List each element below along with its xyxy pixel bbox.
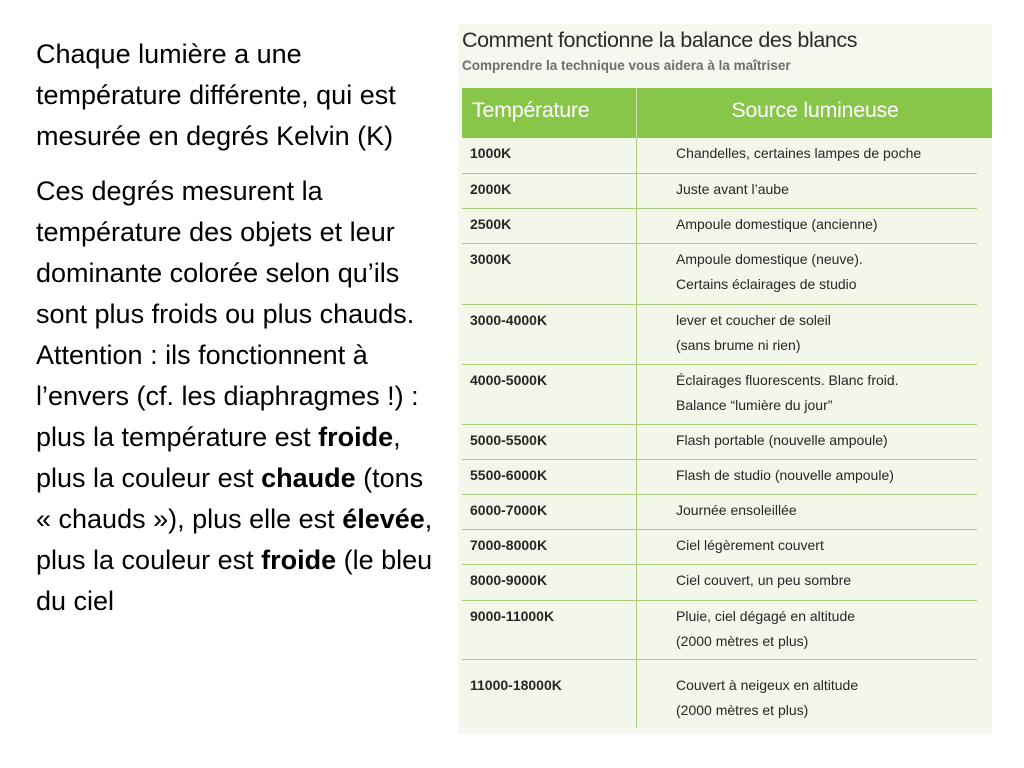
source-line-2: (2000 mètres et plus)	[676, 633, 809, 649]
explanation-part-5: (le bleu du ciel	[36, 545, 433, 616]
source-cell	[676, 247, 863, 297]
source-cell	[676, 368, 899, 418]
source-cell	[676, 568, 851, 593]
source-line-2: Certains éclairages de studio	[676, 276, 857, 292]
header-divider	[636, 88, 637, 138]
explanation-part-3: (tons « chauds »), plus elle est	[36, 463, 424, 534]
body-text	[36, 34, 436, 622]
intro-paragraph: Chaque lumière a une température différente, qui est mesurée en degrés Kelvin (K)	[36, 39, 396, 151]
explanation-part-4: , plus la couleur est	[36, 504, 433, 575]
source-line-1: Flash de studio (nouvelle ampoule)	[676, 467, 894, 483]
header-source: Source lumineuse	[731, 98, 899, 122]
source-line-1: Pluie, ciel dégagé en altitude	[676, 608, 856, 624]
temp-cell: 9000-11000K	[470, 608, 555, 624]
emphasis-froide-2: froide	[261, 545, 337, 575]
source-line-1: Ciel couvert, un peu sombre	[676, 572, 852, 588]
table-row	[462, 565, 977, 601]
table-row	[462, 305, 977, 365]
explanation-paragraph	[36, 171, 436, 622]
emphasis-chaude: chaude	[261, 463, 356, 493]
source-cell	[676, 141, 921, 166]
source-line-1: Éclairages fluorescents. Blanc froid.	[676, 372, 899, 388]
table-header	[462, 88, 992, 138]
table-row	[462, 209, 977, 244]
temp-cell: 3000K	[470, 251, 512, 267]
figure-subtitle: Comprendre la technique vous aidera à la maîtriser	[462, 58, 791, 73]
table-row	[462, 495, 977, 530]
source-line-1: Journée ensoleillée	[676, 502, 797, 518]
source-cell	[676, 498, 797, 523]
temp-cell: 1000K	[470, 145, 512, 161]
source-line-2: (sans brume ni rien)	[676, 337, 801, 353]
source-line-1: Ciel légèrement couvert	[676, 537, 824, 553]
emphasis-froide-1: froide	[318, 422, 394, 452]
source-cell	[676, 177, 789, 202]
source-line-1: Chandelles, certaines lampes de poche	[676, 145, 922, 161]
source-cell	[676, 673, 858, 723]
temp-cell: 2000K	[470, 181, 512, 197]
temp-cell: 4000-5000K	[470, 372, 548, 388]
temp-cell: 3000-4000K	[470, 312, 548, 328]
temperature-table	[462, 88, 992, 728]
figure-title: Comment fonctionne la balance des blancs	[462, 28, 858, 52]
source-line-1: Couvert à neigeux en altitude	[676, 677, 859, 693]
source-line-1: Ampoule domestique (ancienne)	[676, 216, 878, 232]
source-line-1: Flash portable (nouvelle ampoule)	[676, 432, 888, 448]
source-cell	[676, 604, 855, 654]
source-cell	[676, 212, 878, 237]
explanation-part-1: Ces degrés mesurent la température des objets et leur dominante colorée selon qu’ils sont plus froids ou plus chauds. Attention : ils fonctionnent à l’envers (cf. les diaphragmes !) : plus la température est	[36, 176, 419, 452]
source-cell	[676, 533, 824, 558]
source-cell	[676, 428, 888, 453]
source-line-1: Ampoule domestique (neuve).	[676, 251, 863, 267]
source-cell	[676, 308, 831, 358]
source-line-1: lever et coucher de soleil	[676, 312, 831, 328]
temp-cell: 2500K	[470, 216, 512, 232]
temp-cell: 7000-8000K	[470, 537, 548, 553]
temp-cell: 6000-7000K	[470, 502, 548, 518]
table-row	[462, 425, 977, 460]
source-cell	[676, 463, 894, 488]
table-row	[462, 244, 977, 305]
table-row	[462, 601, 977, 660]
temp-cell: 5000-5500K	[470, 432, 548, 448]
table-row	[462, 530, 977, 565]
source-line-2: Balance “lumière du jour”	[676, 397, 833, 413]
table-row	[462, 660, 977, 728]
explanation-part-2: , plus la couleur est	[36, 422, 401, 493]
temp-cell: 11000-18000K	[470, 677, 562, 693]
source-line-1: Juste avant l’aube	[676, 181, 789, 197]
table-row	[462, 138, 977, 174]
header-temperature: Température	[472, 98, 590, 122]
white-balance-figure	[458, 24, 992, 734]
emphasis-elevee: élevée	[342, 504, 425, 534]
source-line-2: (2000 mètres et plus)	[676, 702, 809, 718]
table-row	[462, 174, 977, 209]
table-row	[462, 460, 977, 495]
temp-cell: 8000-9000K	[470, 572, 548, 588]
temp-cell: 5500-6000K	[470, 467, 548, 483]
table-row	[462, 365, 977, 425]
